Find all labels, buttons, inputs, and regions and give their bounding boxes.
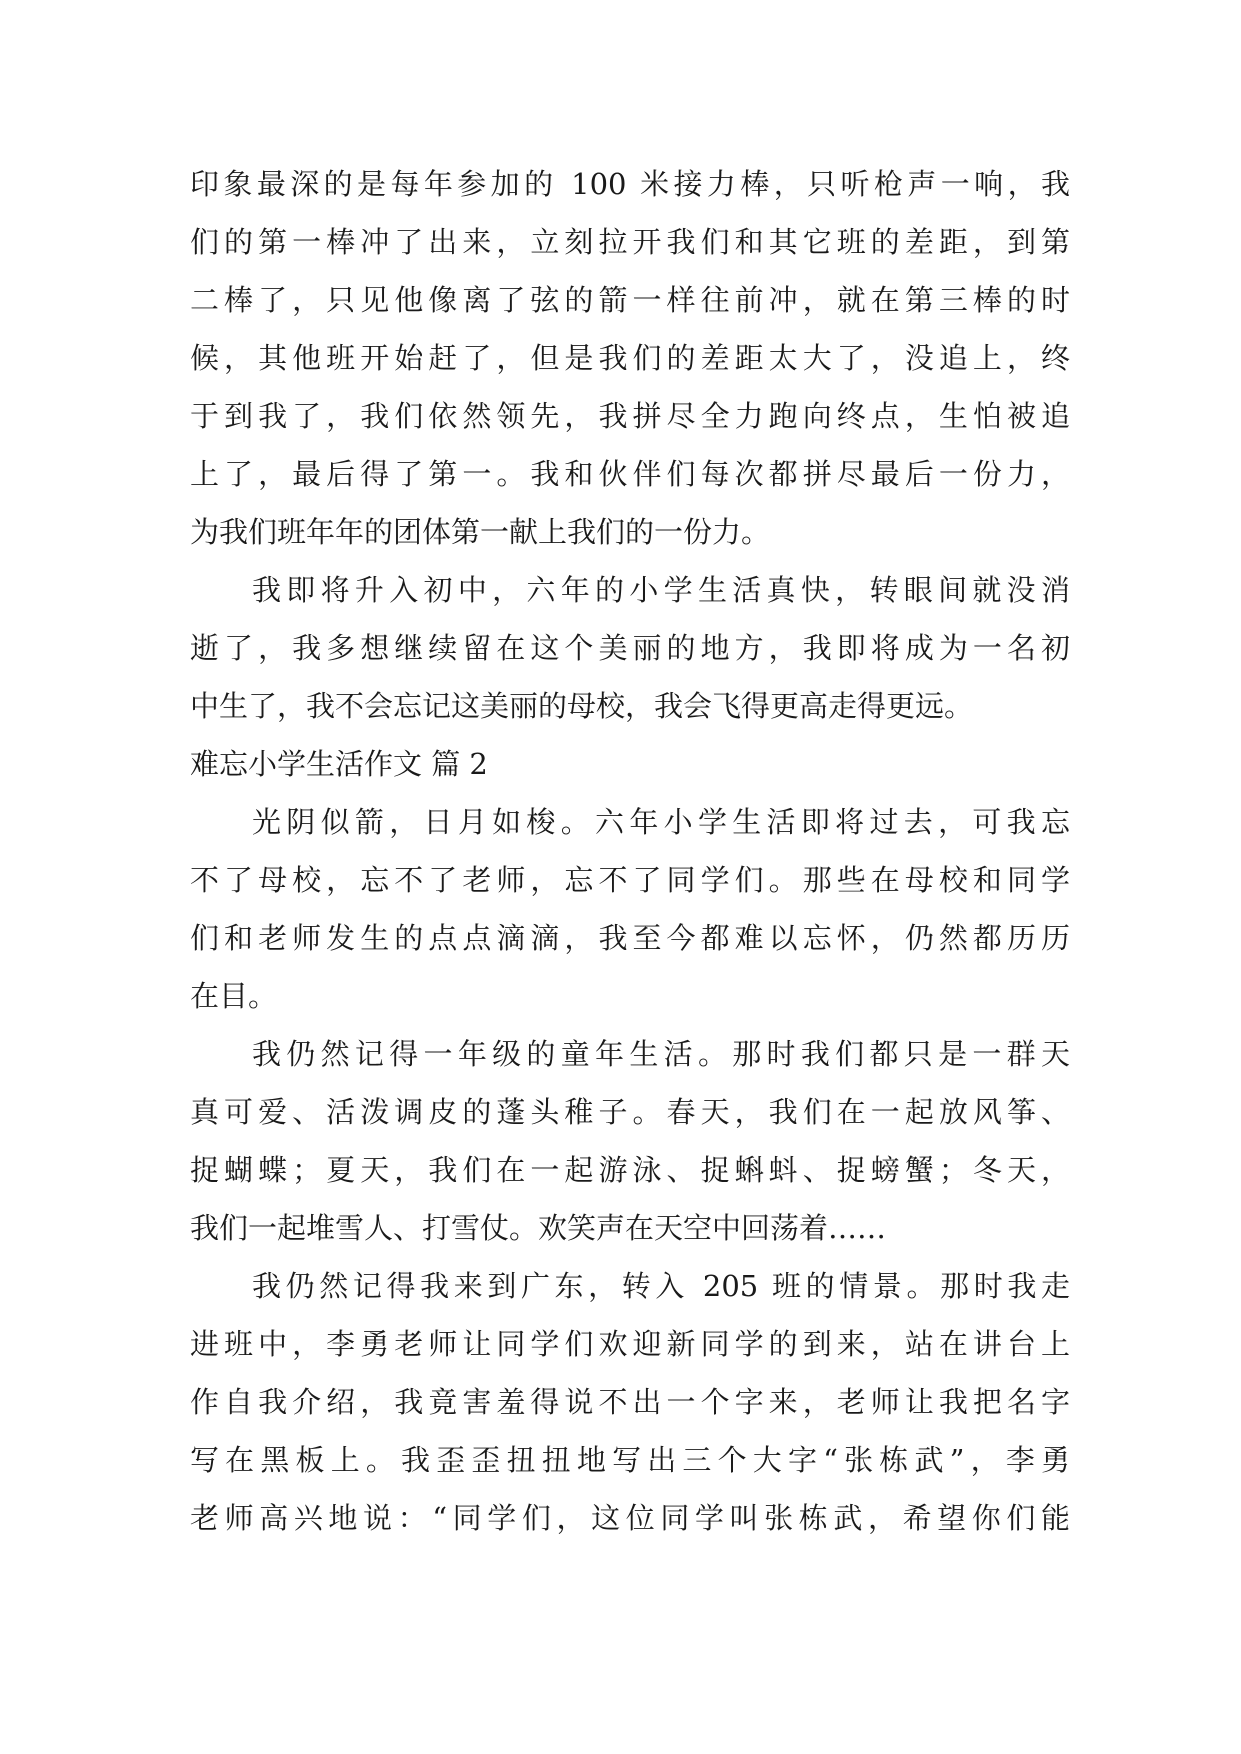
paragraph-line: 老师高兴地说：“同学们，这位同学叫张栋武，希望你们能 bbox=[190, 1501, 1070, 1535]
paragraph-line: 不了母校，忘不了老师，忘不了同学们。那些在母校和同学 bbox=[190, 863, 1070, 897]
paragraph-line: 我仍然记得我来到广东，转入 205 班的情景。那时我走 bbox=[252, 1269, 1070, 1303]
paragraph-line: 光阴似箭，日月如梭。六年小学生活即将过去，可我忘 bbox=[252, 805, 1070, 839]
paragraph-line: 印象最深的是每年参加的 100 米接力棒，只听枪声一响，我 bbox=[190, 167, 1070, 201]
paragraph-line: 们的第一棒冲了出来，立刻拉开我们和其它班的差距，到第 bbox=[190, 225, 1070, 259]
paragraph-line: 进班中，李勇老师让同学们欢迎新同学的到来，站在讲台上 bbox=[190, 1327, 1070, 1361]
paragraph-line: 中生了，我不会忘记这美丽的母校，我会飞得更高走得更远。 bbox=[190, 689, 974, 723]
section-heading: 难忘小学生活作文 篇 2 bbox=[190, 747, 488, 781]
paragraph-line: 二棒了，只见他像离了弦的箭一样往前冲，就在第三棒的时 bbox=[190, 283, 1070, 317]
paragraph-line: 为我们班年年的团体第一献上我们的一份力。 bbox=[190, 515, 771, 549]
paragraph-line: 于到我了，我们依然领先，我拼尽全力跑向终点，生怕被追 bbox=[190, 399, 1070, 433]
paragraph-line: 捉蝴蝶；夏天，我们在一起游泳、捉蝌蚪、捉螃蟹；冬天， bbox=[190, 1153, 1070, 1187]
paragraph-line: 我们一起堆雪人、打雪仗。欢笑声在天空中回荡着…… bbox=[190, 1211, 887, 1245]
paragraph-line: 作自我介绍，我竟害羞得说不出一个字来，老师让我把名字 bbox=[190, 1385, 1070, 1419]
paragraph-line: 在目。 bbox=[190, 979, 278, 1013]
paragraph-line: 上了，最后得了第一。我和伙伴们每次都拼尽最后一份力， bbox=[190, 457, 1070, 491]
paragraph-line: 写在黑板上。我歪歪扭扭地写出三个大字“张栋武”，李勇 bbox=[190, 1443, 1070, 1477]
paragraph-line: 我仍然记得一年级的童年生活。那时我们都只是一群天 bbox=[252, 1037, 1070, 1071]
paragraph-line: 逝了，我多想继续留在这个美丽的地方，我即将成为一名初 bbox=[190, 631, 1070, 665]
article-body bbox=[190, 155, 1070, 1547]
paragraph-line: 们和老师发生的点点滴滴，我至今都难以忘怀，仍然都历历 bbox=[190, 921, 1070, 955]
paragraph-line: 真可爱、活泼调皮的蓬头稚子。春天，我们在一起放风筝、 bbox=[190, 1095, 1070, 1129]
paragraph-line: 我即将升入初中，六年的小学生活真快，转眼间就没消 bbox=[252, 573, 1070, 607]
paragraph-line: 候，其他班开始赶了，但是我们的差距太大了，没追上，终 bbox=[190, 341, 1070, 375]
